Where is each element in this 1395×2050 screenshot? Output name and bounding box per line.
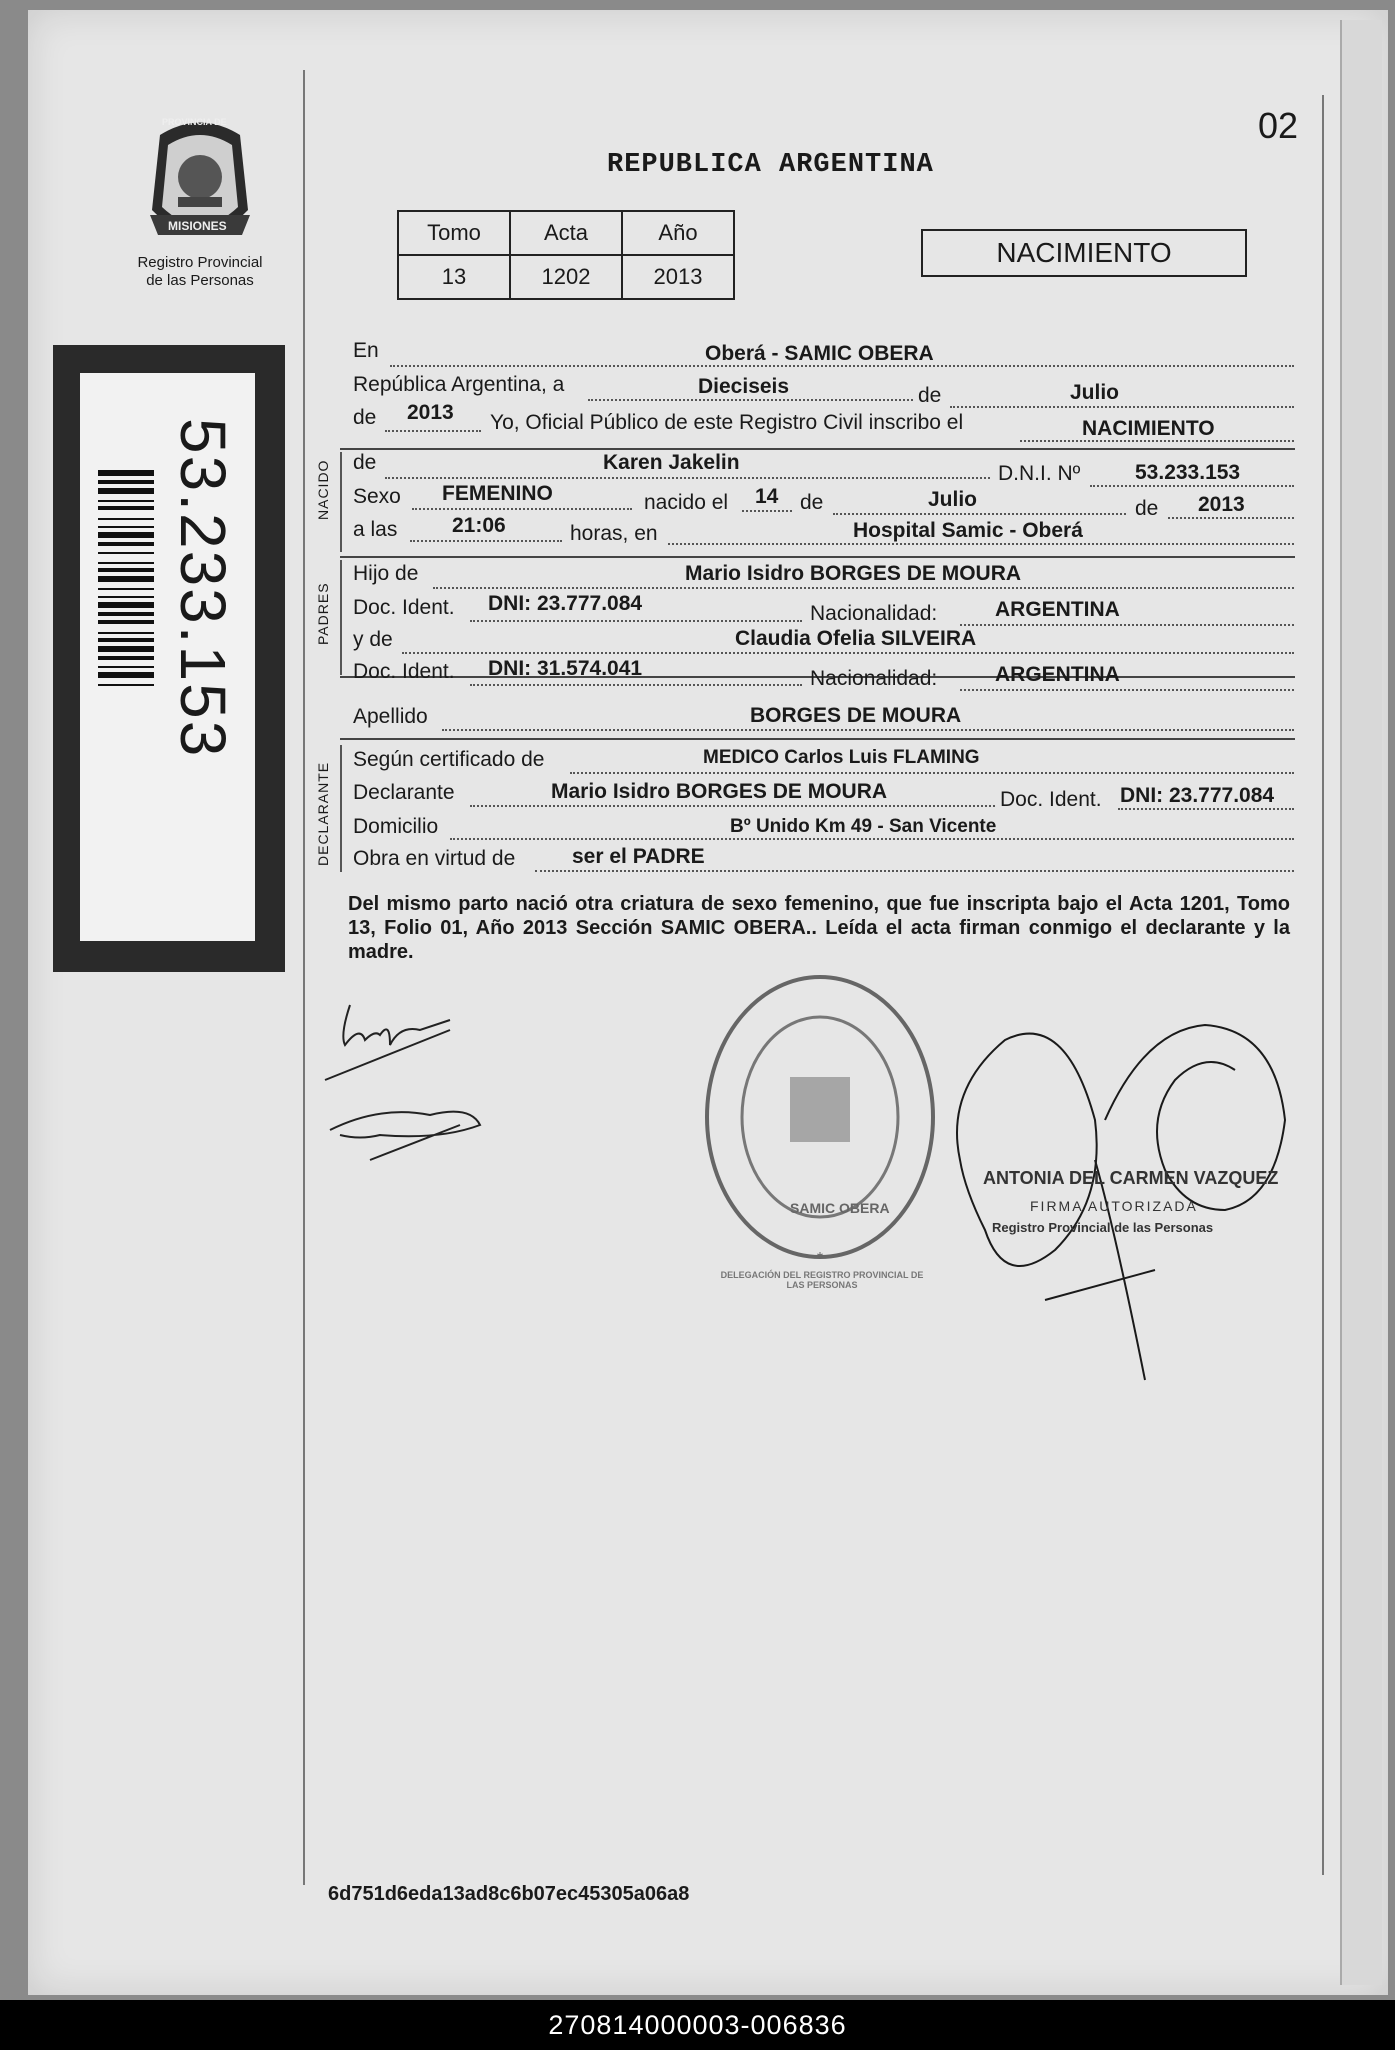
barcode-bar <box>98 656 154 660</box>
barcode-bar <box>98 596 154 598</box>
label-y-de: y de <box>353 628 393 651</box>
barcode-bar <box>98 684 154 686</box>
father-name: Mario Isidro BORGES DE MOURA <box>685 562 1022 585</box>
label-dni: D.N.I. Nº <box>998 462 1081 485</box>
logo-ribbon-text: MISIONES <box>168 219 227 233</box>
anio-header: Año <box>622 211 734 255</box>
bracket-nacido <box>340 452 342 552</box>
barcode-bar <box>98 602 154 608</box>
seal-inner-text: SAMIC OBERA <box>790 1200 890 1216</box>
side-label-padres: PADRES <box>315 582 331 645</box>
father-nationality: ARGENTINA <box>995 598 1120 621</box>
document-hash: 6d751d6eda13ad8c6b07ec45305a06a8 <box>328 1883 690 1905</box>
dotted-line <box>833 513 1126 515</box>
label-domicilio: Domicilio <box>353 815 439 838</box>
dotted-line <box>470 620 802 622</box>
dotted-line <box>668 543 1294 545</box>
registry-seal <box>700 965 940 1270</box>
dotted-line <box>1118 808 1294 810</box>
child-name: Karen Jakelin <box>603 451 740 474</box>
label-de: de <box>918 384 942 407</box>
barcode-bar <box>98 552 154 554</box>
document-type-box: NACIMIENTO <box>921 229 1247 277</box>
province-coat-of-arms <box>130 115 270 255</box>
label-horas-en: horas, en <box>570 522 658 545</box>
label-de-2: de <box>800 491 824 514</box>
separator <box>340 738 1295 740</box>
obra-value: ser el PADRE <box>572 845 705 868</box>
barcode-bar <box>98 576 154 582</box>
right-margin-line <box>1322 95 1324 1875</box>
seal-ring-text: DELEGACIÓN DEL REGISTRO PROVINCIAL DE LAS PERSONAS <box>720 1270 924 1290</box>
page-edge <box>1340 20 1382 1985</box>
dotted-line <box>442 729 1294 731</box>
dotted-line <box>535 870 1294 872</box>
label-nacido-el: nacido el <box>644 491 729 514</box>
birth-month: Julio <box>928 488 978 511</box>
year-value: 2013 <box>407 401 454 424</box>
barcode-bar <box>98 526 154 528</box>
stamp-official-name: ANTONIA DEL CARMEN VAZQUEZ <box>983 1168 1279 1188</box>
yo-text: Yo, Oficial Público de este Registro Civil inscribo el <box>490 411 964 434</box>
footer-code: 270814000003-006836 <box>0 2000 1395 2050</box>
barcode-id-text: 53.233.153 <box>167 418 239 759</box>
barcode-bar <box>98 542 154 546</box>
declarant-doc: DNI: 23.777.084 <box>1120 784 1275 807</box>
country-title: REPUBLICA ARGENTINA <box>607 150 934 180</box>
label-a-las: a las <box>353 518 398 541</box>
birth-year: 2013 <box>1198 493 1245 516</box>
barcode-bar <box>98 666 154 668</box>
dotted-line <box>1168 517 1294 519</box>
barcode-bar <box>98 632 154 634</box>
barcode-bar <box>98 588 154 590</box>
inscription-type: NACIMIENTO <box>1082 417 1215 440</box>
acta-header: Acta <box>510 211 622 255</box>
tomo-value: 13 <box>398 255 510 299</box>
label-declarante: Declarante <box>353 781 455 804</box>
dotted-line <box>410 540 562 542</box>
barcode-bar <box>98 518 154 520</box>
dotted-line <box>470 684 802 686</box>
dotted-line <box>412 508 632 510</box>
dotted-line <box>450 838 1294 840</box>
label-nacionalidad: Nacionalidad: <box>810 667 938 690</box>
barcode-bar <box>98 506 154 510</box>
label-hijo-de: Hijo de <box>353 562 419 585</box>
dotted-line <box>950 406 1294 408</box>
barcode-bar <box>98 568 154 572</box>
dotted-line <box>960 689 1294 691</box>
label-de-3: de <box>1135 497 1159 520</box>
dotted-line <box>470 805 995 807</box>
dotted-line <box>588 399 913 401</box>
barcode-bar <box>98 500 154 502</box>
dotted-line <box>385 430 481 432</box>
birth-day: 14 <box>755 485 779 508</box>
surname-value: BORGES DE MOURA <box>750 704 962 727</box>
label-year-de: de <box>353 406 377 429</box>
label-obra: Obra en virtud de <box>353 847 516 870</box>
stamp-registry: Registro Provincial de las Personas <box>992 1220 1214 1235</box>
margin-line <box>303 70 305 1885</box>
sexo-value: FEMENINO <box>442 482 553 505</box>
svg-text:*: * <box>816 1250 824 1267</box>
label-en: En <box>353 339 379 362</box>
registry-caption <box>110 254 290 290</box>
barcode-bar <box>98 532 154 538</box>
mother-doc: DNI: 31.574.041 <box>488 657 643 680</box>
acta-value: 1202 <box>510 255 622 299</box>
barcode-bar <box>98 562 154 564</box>
barcode-bar <box>98 620 154 624</box>
barcode-bar <box>98 480 154 484</box>
label-apellido: Apellido <box>353 705 428 728</box>
dotted-line <box>402 652 1294 654</box>
anio-value: 2013 <box>622 255 734 299</box>
logo-arc-text: PROVINCIA DE <box>162 117 227 127</box>
birth-place: Hospital Samic - Oberá <box>853 519 1083 542</box>
barcode-bar <box>98 488 154 494</box>
certificate-value: MEDICO Carlos Luis FLAMING <box>703 747 980 768</box>
barcode-bar <box>98 672 154 678</box>
label-decl-doc: Doc. Ident. <box>1000 788 1102 811</box>
address-value: Bº Unido Km 49 - San Vicente <box>730 816 997 837</box>
mother-name: Claudia Ofelia SILVEIRA <box>735 627 977 650</box>
declarant-name: Mario Isidro BORGES DE MOURA <box>551 780 888 803</box>
side-label-declarante: DECLARANTE <box>315 761 331 866</box>
label-republica: República Argentina, a <box>353 373 565 396</box>
stamp-authorized: FIRMA AUTORIZADA <box>1030 1198 1198 1214</box>
child-dni: 53.233.153 <box>1135 461 1241 484</box>
declarant-signature <box>320 985 500 1185</box>
label-doc-ident: Doc. Ident. <box>353 660 455 683</box>
registry-table <box>397 210 735 300</box>
month-value: Julio <box>1070 381 1120 404</box>
dotted-line <box>385 477 990 479</box>
barcode-bar <box>98 646 154 652</box>
separator <box>340 448 1295 450</box>
page-number: 02 <box>1258 105 1299 146</box>
label-nacionalidad: Nacionalidad: <box>810 602 938 625</box>
mother-nationality: ARGENTINA <box>995 663 1120 686</box>
barcode-bar <box>98 638 154 642</box>
side-label-nacido: NACIDO <box>315 459 331 520</box>
label-sexo: Sexo <box>353 485 401 508</box>
caption-line-1: Registro Provincial <box>137 254 263 271</box>
day-value: Dieciseis <box>698 375 790 398</box>
dotted-line <box>960 624 1294 626</box>
dotted-line <box>570 772 1294 774</box>
label-name-de: de <box>353 451 377 474</box>
bracket-padres <box>340 560 342 675</box>
birth-time: 21:06 <box>452 514 506 537</box>
father-doc: DNI: 23.777.084 <box>488 592 643 615</box>
dotted-line <box>1090 485 1294 487</box>
tomo-header: Tomo <box>398 211 510 255</box>
bracket-declarante <box>340 745 342 872</box>
barcode-bar <box>98 470 154 476</box>
place-value: Oberá - SAMIC OBERA <box>705 342 934 365</box>
birth-note: Del mismo parto nació otra criatura de sexo femenino, que fue inscripta bajo el Acta 1201, Tomo 13, Folio 01, Año 2013 Sección SAMIC OBERA.. Leída el acta firman conmigo el declarante y la madre. <box>348 893 1290 963</box>
dotted-line <box>742 510 792 512</box>
dotted-line <box>433 587 1294 589</box>
separator <box>340 556 1295 558</box>
barcode-bar <box>98 612 154 616</box>
caption-line-2: de las Personas <box>146 272 254 289</box>
label-certificado: Según certificado de <box>353 748 545 771</box>
label-doc-ident: Doc. Ident. <box>353 596 455 619</box>
